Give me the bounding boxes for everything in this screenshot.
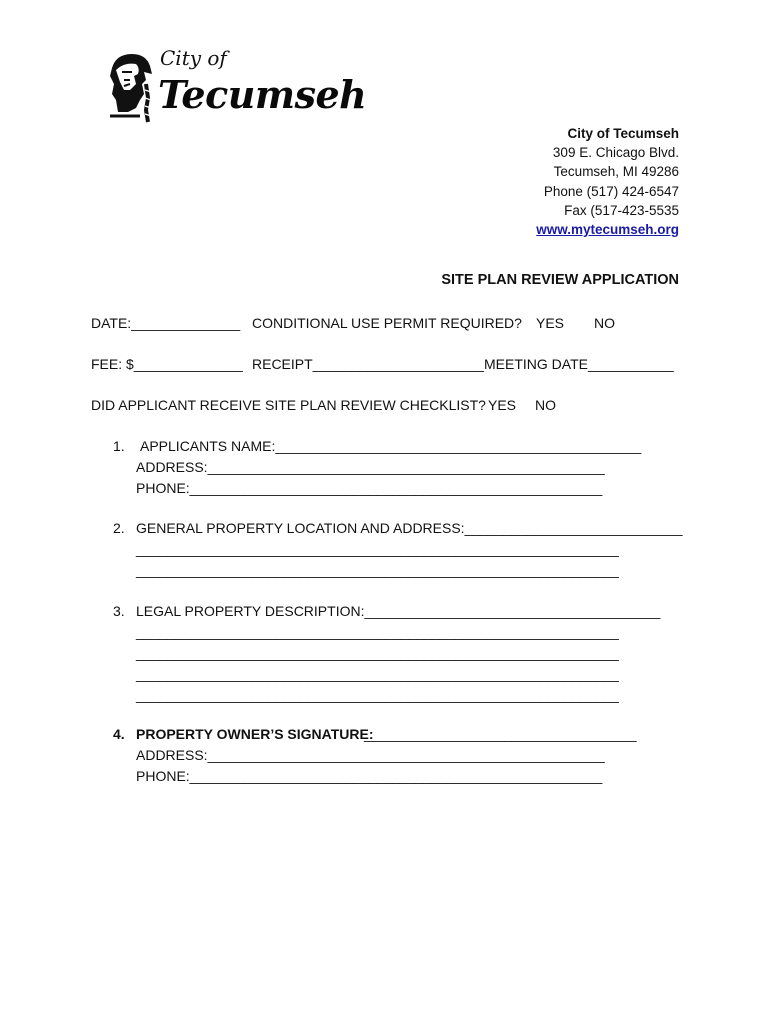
section-4-number: 4. [113, 726, 125, 742]
contact-street: 309 E. Chicago Blvd. [552, 145, 679, 161]
applicant-name-field[interactable]: APPLICANTS NAME:_______________________________________________ [140, 438, 642, 454]
applicant-address-field[interactable]: ADDRESS:___________________________________________________ [136, 459, 605, 475]
legal-description-line-1[interactable]: ______________________________________________________________ [136, 624, 619, 640]
section-1-number: 1. [113, 438, 125, 454]
contact-fax: Fax (517-423-5535 [564, 202, 679, 218]
section-3-number: 3. [113, 603, 125, 619]
property-location-field[interactable]: GENERAL PROPERTY LOCATION AND ADDRESS:____________________________ [136, 520, 683, 536]
city-logo [106, 46, 376, 130]
owner-signature-field[interactable]: ___________________________________ [364, 726, 637, 742]
contact-name: City of Tecumseh [567, 126, 679, 141]
checklist-no-option[interactable]: NO [535, 397, 556, 413]
property-location-line-2[interactable]: ______________________________________________________________ [136, 562, 619, 578]
meeting-date-field[interactable]: MEETING DATE___________ [484, 356, 674, 372]
legal-description-line-2[interactable]: ______________________________________________________________ [136, 645, 619, 661]
contact-phone: Phone (517) 424-6547 [543, 183, 679, 199]
website-link[interactable]: www.mytecumseh.org [536, 222, 679, 238]
legal-description-line-4[interactable]: ______________________________________________________________ [136, 687, 619, 703]
applicant-phone-field[interactable]: PHONE:_____________________________________________________ [136, 480, 603, 496]
receipt-field[interactable]: RECEIPT______________________ [252, 356, 484, 372]
permit-yes-option[interactable]: YES [536, 315, 565, 331]
conditional-use-permit-label: CONDITIONAL USE PERMIT REQUIRED? [252, 315, 522, 331]
owner-signature-label: PROPERTY OWNER’S SIGNATURE: [136, 726, 374, 742]
chief-head-icon [106, 50, 156, 126]
legal-description-line-3[interactable]: ______________________________________________________________ [136, 666, 619, 682]
section-2-number: 2. [113, 520, 125, 536]
checklist-yes-option[interactable]: YES [488, 397, 517, 413]
date-field[interactable]: DATE:______________ [91, 315, 241, 331]
legal-description-field[interactable]: LEGAL PROPERTY DESCRIPTION:______________________________________ [136, 603, 661, 619]
form-title: SITE PLAN REVIEW APPLICATION [441, 272, 679, 288]
logo-name-text: Tecumseh [158, 72, 367, 117]
contact-city: Tecumseh, MI 49286 [553, 164, 679, 180]
permit-no-option[interactable]: NO [594, 315, 615, 331]
checklist-question: DID APPLICANT RECEIVE SITE PLAN REVIEW CHECKLIST? [91, 397, 486, 413]
contact-block [536, 124, 679, 239]
property-location-line-1[interactable]: ______________________________________________________________ [136, 541, 619, 557]
fee-field[interactable]: FEE: $______________ [91, 356, 243, 372]
owner-address-field[interactable]: ADDRESS:___________________________________________________ [136, 747, 605, 763]
logo-city-of-text: City of [160, 46, 227, 70]
owner-phone-field[interactable]: PHONE:_____________________________________________________ [136, 768, 603, 784]
